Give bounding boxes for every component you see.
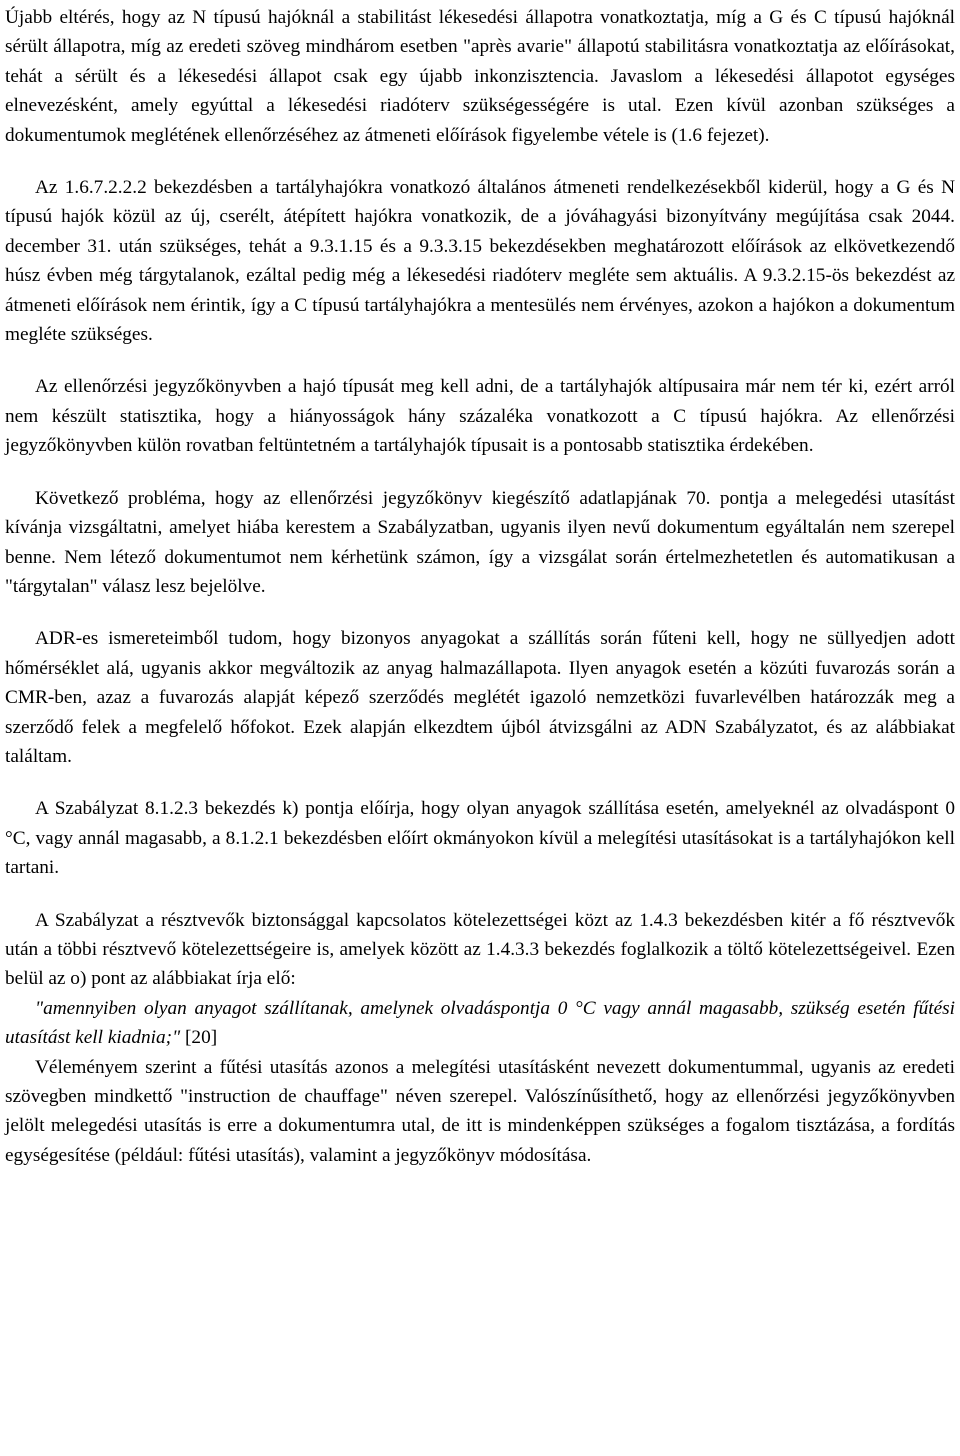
paragraph-7: A Szabályzat a résztvevők biztonsággal kapcsolatos kötelezettségei közt az 1.4.3 bekezdésben kitér a fő résztvevők után a többi résztvevő kötelezettségeire is, amelyek között az 1.4.3.3 bekezdés foglalkozik a töltő kötelezettségeivel. Ezen belül az o) pont az alábbiakat írja elő: — [5, 909, 955, 990]
paragraph-4: Következő probléma, hogy az ellenőrzési jegyzőkönyv kiegészítő adatlapjának 70. pontja a melegedési utasítást kívánja vizsgáltatni, amelyet hiába kerestem a Szabályzatban, ugyanis ilyen nevű dokumentum egyáltalán nem szerepel benne. Nem létező dokumentumot nem kérhetünk számon, így a vizsgálat során értelmezhetetlen és automatikusan a "tárgytalan" válasz lesz bejelölve. — [5, 487, 955, 597]
paragraph-1: Újabb eltérés, hogy az N típusú hajóknál a stabilitást lékesedési állapotra vonatkoztatja, míg a G és C típusú hajóknál sérült állapotra, míg az eredeti szöveg mindhárom esetben "après avarie" állapotú stabilitásra vonatkoztatja az előírásokat, tehát a sérült és a lékesedési állapot csak egy újabb inkonzisztencia. Javaslom a lékesedési állapotot egységes elnevezésként, amely egyúttal a lékesedési riadóterv szükségességére is utal. Ezen kívül azonban szükséges a dokumentumok meglétének ellenőrzéséhez az átmeneti előírások figyelembe vétele is (1.6 fejezet). — [5, 7, 955, 146]
quote-text: "amennyiben olyan anyagot szállítanak, amelynek olvadáspontja 0 °C vagy annál magasabb, szükség esetén fűtési utasítást kell kiadnia;" — [5, 997, 955, 1049]
paragraph-6: A Szabályzat 8.1.2.3 bekezdés k) pontja előírja, hogy olyan anyagok szállítása esetén, amelyeknél az olvadáspont 0 °C, vagy annál magasabb, a 8.1.2.1 bekezdésben előírt okmányokon kívül a melegítési utasításokat is a tartályhajókon kell tartani. — [5, 798, 955, 879]
quote-reference: [20] — [180, 1027, 218, 1049]
paragraph-8: Véleményem szerint a fűtési utasítás azonos a melegítési utasításként nevezett dokumentummal, ugyanis az eredeti szövegben mindkettő "instruction de chauffage" néven szerepel. Valószínűsíthető, hogy az ellenőrzési jegyzőkönyvben jelölt melegedési utasítás is erre a dokumentumra utal, de itt is mindenképpen szükséges a fogalom tisztázása, a fordítás egységesítése (például: fűtési utasítás), valamint a jegyzőkönyv módosítása. — [5, 1056, 955, 1166]
paragraph-3: Az ellenőrzési jegyzőkönyvben a hajó típusát meg kell adni, de a tartályhajók altípusaira már nem tér ki, ezért arról nem készült statisztika, hogy a hiányosságok hány százaléka vonatkozott a C típusú hajókra. Az ellenőrzési jegyzőkönyvben külön rovatban feltüntetném a tartályhajók típusait is a pontosabb statisztika érdekében. — [5, 376, 955, 457]
quote-block — [5, 994, 955, 1053]
paragraph-5: ADR-es ismereteimből tudom, hogy bizonyos anyagokat a szállítás során fűteni kell, hogy ne süllyedjen adott hőmérséklet alá, ugyanis akkor megváltozik az anyag halmazállapota. Ilyen anyagok esetén a közúti fuvarozás során a CMR-ben, azaz a fuvarozás alapját képező szerződés meglétét igazoló nemzetközi fuvarlevélben határozzák meg a szerződő felek a megfelelő hőfokot. Ezek alapján elkezdtem újból átvizsgálni az ADN Szabályzatot, és az alábbiakat találtam. — [5, 628, 955, 767]
paragraph-2: Az 1.6.7.2.2.2 bekezdésben a tartályhajókra vonatkozó általános átmeneti rendelkezésekből kiderül, hogy a G és N típusú hajók közül az új, cserélt, átépített hajókra vonatkozik, de a jóváhagyási bizonyítvány megújítása csak 2044. december 31. után szükséges, tehát a 9.3.1.15 és a 9.3.3.15 bekezdésekben meghatározott előírások az elkövetkezendő húsz évben még tárgytalanok, ezáltal pedig még a lékesedési riadóterv megléte sem aktuális. A 9.3.2.15-ös bekezdést az átmeneti előírások nem érintik, így a C típusú tartályhajókra a mentesülés nem érvényes, azokon a hajókon a dokumentum megléte szükséges. — [5, 177, 955, 346]
document-page — [5, 0, 955, 1170]
